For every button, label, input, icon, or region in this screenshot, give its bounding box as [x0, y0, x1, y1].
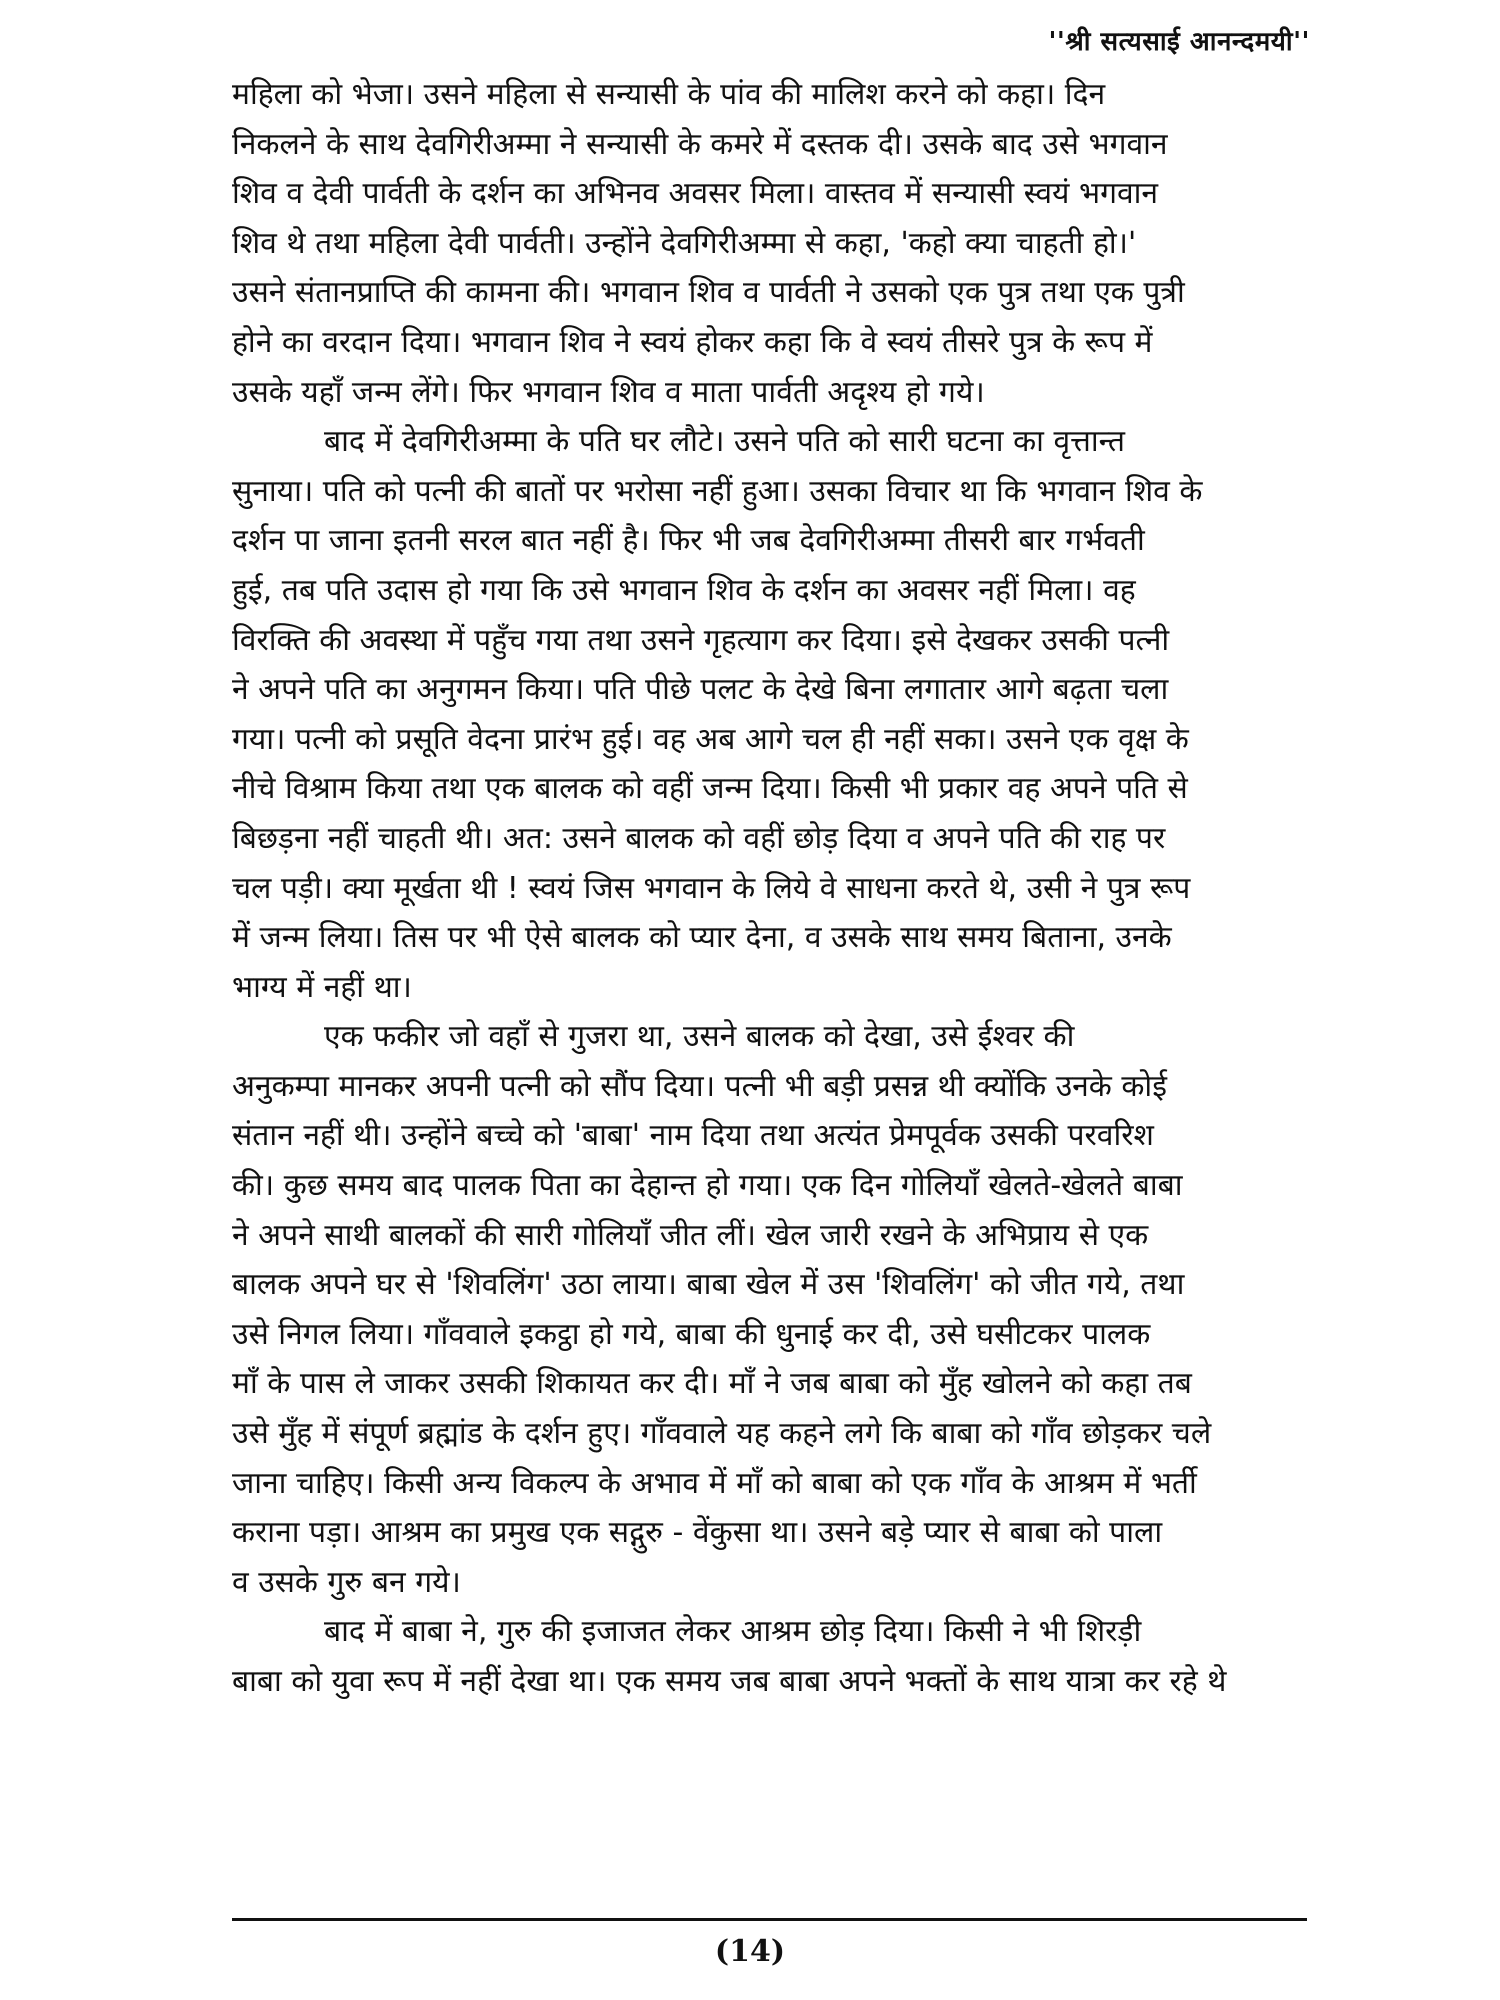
text-line: निकलने के साथ देवगिरीअम्मा ने सन्यासी के कमरे में दस्तक दी। उसके बाद उसे भगवान [232, 126, 1168, 162]
text-line: बिछड़ना नहीं चाहती थी। अत: उसने बालक को वहीं छोड़ दिया व अपने पति की राह पर [232, 820, 1166, 856]
text-line: शिव व देवी पार्वती के दर्शन का अभिनव अवसर मिला। वास्तव में सन्यासी स्वयं भगवान [232, 176, 1159, 212]
text-line: संतान नहीं थी। उन्होंने बच्चे को 'बाबा' नाम दिया तथा अत्यंत प्रेमपूर्वक उसकी परवरिश [232, 1118, 1154, 1154]
text-line: उसने संतानप्राप्ति की कामना की। भगवान शिव व पार्वती ने उसको एक पुत्र तथा एक पुत्री [232, 275, 1185, 311]
paragraph-start-line: बाद में बाबा ने, गुरु की इजाजत लेकर आश्रम छोड़ दिया। किसी ने भी शिरड़ी [324, 1614, 1142, 1650]
text-line: विरक्ति की अवस्था में पहुँच गया तथा उसने गृहत्याग कर दिया। इसे देखकर उसकी पत्नी [232, 622, 1170, 658]
running-header: ''श्री सत्यसाई आनन्दमयी'' [1048, 27, 1310, 57]
paragraph-start-line: एक फकीर जो वहाँ से गुजरा था, उसने बालक को देखा, उसे ईश्वर की [324, 1019, 1075, 1055]
text-line: नीचे विश्राम किया तथा एक बालक को वहीं जन्म दिया। किसी भी प्रकार वह अपने पति से [232, 771, 1188, 807]
text-line: भाग्य में नहीं था। [232, 969, 412, 1005]
paragraph-start-line: बाद में देवगिरीअम्मा के पति घर लौटे। उसने पति को सारी घटना का वृत्तान्त [324, 424, 1125, 460]
text-line: कराना पड़ा। आश्रम का प्रमुख एक सद्गुरु - वेंकुसा था। उसने बड़े प्यार से बाबा को पाला [232, 1515, 1163, 1551]
text-line: चल पड़ी। क्या मूर्खता थी ! स्वयं जिस भगवान के लिये वे साधना करते थे, उसी ने पुत्र रूप [232, 870, 1191, 906]
text-line: गया। पत्नी को प्रसूति वेदना प्रारंभ हुई। वह अब आगे चल ही नहीं सका। उसने एक वृक्ष के [232, 721, 1189, 757]
text-line: अनुकम्पा मानकर अपनी पत्नी को सौंप दिया। पत्नी भी बड़ी प्रसन्न थी क्योंकि उनके कोई [232, 1068, 1167, 1104]
text-line: उसे निगल लिया। गाँववाले इकट्ठा हो गये, बाबा की धुनाई कर दी, उसे घसीटकर पालक [232, 1316, 1151, 1352]
text-line: होने का वरदान दिया। भगवान शिव ने स्वयं होकर कहा कि वे स्वयं तीसरे पुत्र के रूप में [232, 324, 1153, 360]
footer-rule [232, 1918, 1307, 1921]
text-line: की। कुछ समय बाद पालक पिता का देहान्त हो गया। एक दिन गोलियाँ खेलते-खेलते बाबा [232, 1168, 1183, 1204]
text-line: व उसके गुरु बन गये। [232, 1564, 461, 1600]
text-line: बालक अपने घर से 'शिवलिंग' उठा लाया। बाबा खेल में उस 'शिवलिंग' को जीत गये, तथा [232, 1267, 1185, 1303]
text-line: उसे मुँह में संपूर्ण ब्रह्मांड के दर्शन हुए। गाँववाले यह कहने लगे कि बाबा को गाँव छोड़कर चले [232, 1416, 1212, 1452]
text-line: ने अपने पति का अनुगमन किया। पति पीछे पलट के देखे बिना लगातार आगे बढ़ता चला [232, 672, 1169, 708]
text-line: माँ के पास ले जाकर उसकी शिकायत कर दी। माँ ने जब बाबा को मुँह खोलने को कहा तब [232, 1366, 1192, 1402]
text-line: सुनाया। पति को पत्नी की बातों पर भरोसा नहीं हुआ। उसका विचार था कि भगवान शिव के [232, 473, 1203, 509]
text-line: ने अपने साथी बालकों की सारी गोलियाँ जीत लीं। खेल जारी रखने के अभिप्राय से एक [232, 1217, 1149, 1253]
body-text [232, 70, 1307, 1707]
text-line: जाना चाहिए। किसी अन्य विकल्प के अभाव में माँ को बाबा को एक गाँव के आश्रम में भर्ती [232, 1465, 1197, 1501]
text-line: हुई, तब पति उदास हो गया कि उसे भगवान शिव के दर्शन का अवसर नहीं मिला। वह [232, 572, 1136, 608]
text-line: दर्शन पा जाना इतनी सरल बात नहीं है। फिर भी जब देवगिरीअम्मा तीसरी बार गर्भवती [232, 523, 1145, 559]
page-number: (14) [714, 1934, 786, 1969]
text-line: उसके यहाँ जन्म लेंगे। फिर भगवान शिव व माता पार्वती अदृश्य हो गये। [232, 374, 985, 410]
text-line: बाबा को युवा रूप में नहीं देखा था। एक समय जब बाबा अपने भक्तों के साथ यात्रा कर रहे थे [232, 1664, 1227, 1699]
text-line: शिव थे तथा महिला देवी पार्वती। उन्होंने देवगिरीअम्मा से कहा, 'कहो क्या चाहती हो।' [232, 225, 1137, 261]
text-line: महिला को भेजा। उसने महिला से सन्यासी के पांव की मालिश करने को कहा। दिन [232, 77, 1106, 112]
text-line: में जन्म लिया। तिस पर भी ऐसे बालक को प्यार देना, व उसके साथ समय बिताना, उनके [232, 920, 1172, 956]
